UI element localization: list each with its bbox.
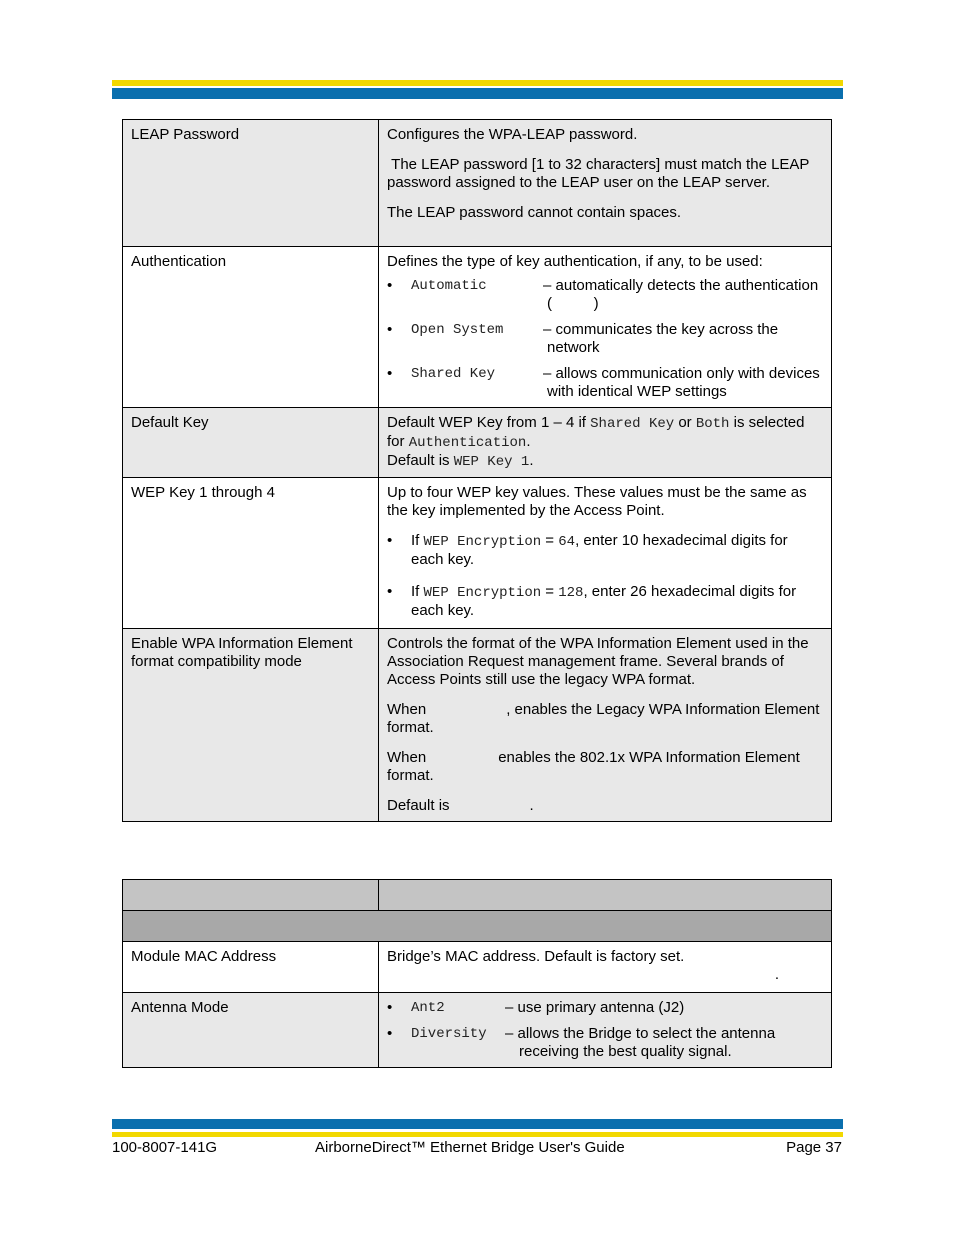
- option-value: Both: [695, 416, 730, 432]
- option-list: [387, 277, 823, 401]
- option-value: • Ant2: [411, 1000, 445, 1016]
- setting-description: [379, 629, 832, 822]
- list-item: [387, 532, 823, 569]
- setting-name: [123, 408, 379, 478]
- item-text: If: [411, 583, 424, 600]
- section-cell: [123, 911, 832, 942]
- description-text: Configures the WPA-LEAP password.: [387, 126, 638, 143]
- option-desc: – communicates the key across the: [543, 321, 779, 338]
- list-item: [387, 365, 823, 401]
- option-value: 128: [558, 585, 584, 601]
- header-blue-bar: [112, 88, 843, 99]
- setting-description: [379, 120, 832, 247]
- description-text: The LEAP password [1 to 32 characters] must match the LEAP password assigned to the LEAP user on the LEAP server.: [387, 156, 814, 191]
- description-text: Default WEP Key from 1 – 4 if: [387, 414, 591, 431]
- description-text: enables the 802.1x WPA Information Element format.: [387, 749, 800, 784]
- setting-name: [123, 247, 379, 408]
- description-text: , enables the Legacy WPA Information Element format.: [387, 701, 820, 736]
- option-value: WEP Key 1: [453, 454, 530, 470]
- list-item: [387, 321, 823, 357]
- description-text: When: [387, 701, 427, 718]
- setting-description: [379, 408, 832, 478]
- setting-name: [123, 993, 379, 1068]
- option-desc: network: [547, 339, 600, 356]
- option-value: 64: [558, 534, 576, 550]
- list-item: [387, 277, 823, 313]
- field-name: Authentication: [408, 435, 527, 451]
- description-text: .: [529, 797, 534, 814]
- list-item: [387, 1025, 823, 1061]
- option-desc: with identical WEP settings: [547, 383, 727, 400]
- table-row: [123, 120, 832, 247]
- item-text: , enter 26 hexadecimal digits for each key.: [411, 583, 797, 619]
- setting-description: [379, 942, 832, 993]
- list-item: [387, 583, 823, 620]
- option-list: [387, 999, 823, 1061]
- description-text: .: [526, 433, 531, 450]
- option-value: • Shared Key: [411, 366, 496, 382]
- setting-label: Enable WPA Information Element format compatibility mode: [131, 635, 353, 670]
- option-desc: – automatically detects the authentication: [543, 277, 819, 294]
- option-desc: – use primary antenna (J2): [505, 999, 685, 1016]
- description-text: is selected for: [387, 414, 805, 450]
- header-cell: [379, 880, 832, 911]
- setting-name: [123, 629, 379, 822]
- setting-label: Antenna Mode: [131, 999, 229, 1016]
- description-text: Default is: [387, 797, 450, 814]
- setting-description: [379, 993, 832, 1068]
- item-text: =: [541, 583, 559, 600]
- option-desc: – allows communication only with devices: [543, 365, 820, 382]
- settings-table: [122, 119, 832, 822]
- description-text: Defines the type of key authentication, if any, to be used:: [387, 253, 763, 270]
- list-item: [387, 999, 823, 1017]
- option-value: • Open System: [411, 322, 504, 338]
- table-row: [123, 247, 832, 408]
- option-list: [387, 532, 823, 620]
- setting-name: [123, 478, 379, 629]
- option-desc: receiving the best quality signal.: [519, 1043, 732, 1060]
- description-text: Up to four WEP key values. These values must be the same as the key implemented by the Access Point.: [387, 484, 807, 519]
- field-name: WEP Encryption: [423, 585, 542, 601]
- setting-label: LEAP Password: [131, 126, 240, 143]
- description-text: Controls the format of the WPA Information Element used in the Association Request management frame. Several brands of Access Points still use the legacy WPA format.: [387, 635, 809, 688]
- setting-label: WEP Key 1 through 4: [131, 484, 275, 501]
- footer-blue-bar: [112, 1119, 843, 1129]
- option-desc: – allows the Bridge to select the antenna: [505, 1025, 776, 1042]
- page-number: Page 37: [786, 1139, 842, 1156]
- table-row: [123, 478, 832, 629]
- setting-label: Default Key: [131, 414, 209, 431]
- setting-name: [123, 942, 379, 993]
- doc-number: 100-8007-141G: [112, 1139, 218, 1156]
- radio-settings-table: [122, 879, 832, 1068]
- description-text: The LEAP password cannot contain spaces.: [387, 204, 682, 221]
- description-text: .: [529, 452, 534, 469]
- footer-title: AirborneDirect™ Ethernet Bridge User's Guide: [315, 1139, 625, 1156]
- table-row: [123, 629, 832, 822]
- description-text: or: [674, 414, 696, 431]
- item-text: =: [541, 532, 559, 549]
- description-text: Default is: [387, 452, 454, 469]
- setting-description: [379, 478, 832, 629]
- description-text: When: [387, 749, 427, 766]
- option-value: Shared Key: [590, 416, 675, 432]
- setting-label: Module MAC Address: [131, 948, 277, 965]
- setting-label: Authentication: [131, 253, 227, 270]
- item-text: If: [411, 532, 424, 549]
- description-text: Bridge’s MAC address. Default is factory set.: [387, 948, 685, 965]
- footer-yellow-bar: [112, 1132, 843, 1137]
- setting-description: [379, 247, 832, 408]
- table-row: [123, 942, 832, 993]
- table-row: [123, 993, 832, 1068]
- option-desc: ( ): [547, 295, 599, 312]
- item-text: , enter 10 hexadecimal digits for each key.: [411, 532, 788, 568]
- description-text: .: [774, 966, 779, 983]
- option-value: • Automatic: [411, 278, 487, 294]
- header-cell: [123, 880, 379, 911]
- table-header-row: [123, 880, 832, 911]
- table-row: [123, 408, 832, 478]
- option-value: • Diversity: [411, 1026, 487, 1042]
- field-name: WEP Encryption: [423, 534, 542, 550]
- setting-name: [123, 120, 379, 247]
- table-section-row: [123, 911, 832, 942]
- header-yellow-bar: [112, 80, 843, 86]
